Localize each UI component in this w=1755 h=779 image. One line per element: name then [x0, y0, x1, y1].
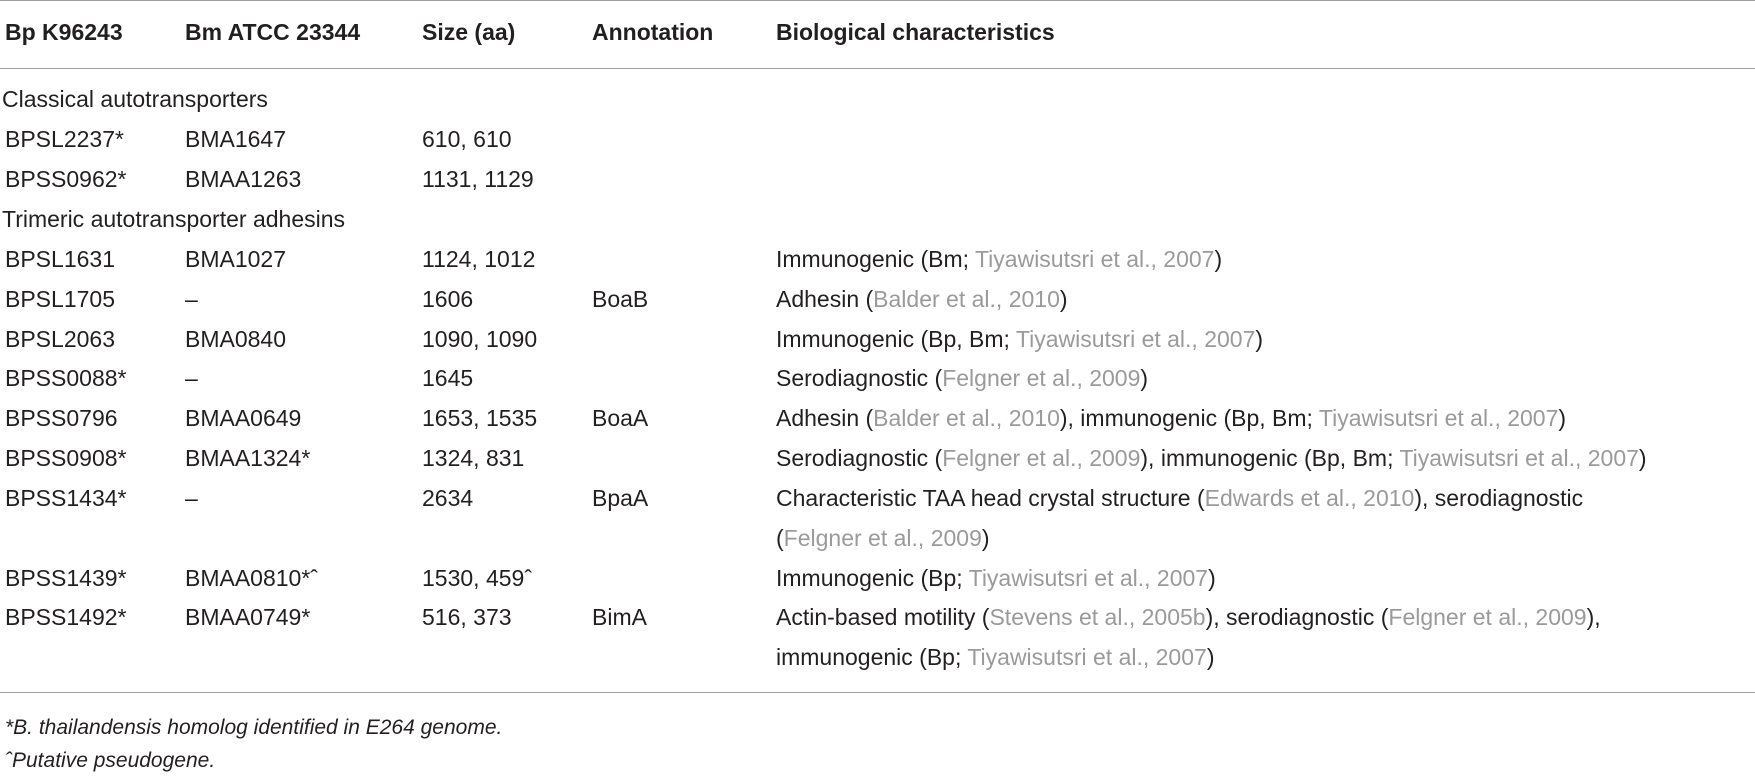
- cell-bm: BMAA1324*: [185, 445, 311, 471]
- cell-ann: BoaA: [592, 405, 649, 431]
- bio-text: Actin-based motility (: [776, 604, 990, 630]
- cell-size: 1653, 1535: [422, 405, 538, 431]
- cell-bm: BMA0840: [185, 326, 287, 352]
- bio-text: ): [1206, 644, 1215, 670]
- citation-link[interactable]: Felgner et al., 2009: [783, 525, 982, 551]
- citation-link[interactable]: Stevens et al., 2005b: [989, 604, 1206, 630]
- cell-bp: BPSS1434*: [5, 485, 127, 511]
- cell-size: 1090, 1090: [422, 326, 538, 352]
- cell-bp: BPSS0796: [5, 405, 118, 431]
- bio-text: ): [1208, 565, 1216, 591]
- cell-size: 1606: [422, 286, 474, 312]
- cell-bio-line: [776, 358, 1148, 398]
- citation-link[interactable]: Felgner et al., 2009: [1388, 604, 1587, 630]
- citation-link[interactable]: Tiyawisutsri et al., 2007: [1318, 405, 1559, 431]
- cell-bio-line: [776, 478, 1583, 518]
- bio-text: Adhesin (: [776, 286, 874, 312]
- bio-text: ): [1638, 445, 1647, 471]
- bio-text: (: [776, 525, 784, 551]
- cell-bp: BPSL2237*: [5, 126, 124, 152]
- cell-bio-line: [776, 597, 1601, 637]
- cell-size: 1645: [422, 365, 474, 391]
- cell-bm: BMA1027: [185, 246, 287, 272]
- bio-text: Characteristic TAA head crystal structure (: [776, 485, 1205, 511]
- bio-text: Immunogenic (Bm;: [776, 246, 975, 272]
- citation-link[interactable]: Tiyawisutsri et al., 2007: [1015, 326, 1256, 352]
- header-bm: Bm ATCC 23344: [185, 19, 361, 45]
- section-trimeric-autotransporter-adhesins: Trimeric autotransporter adhesins: [2, 206, 346, 232]
- cell-bp: BPSL1631: [5, 246, 115, 272]
- bio-text: Immunogenic (Bp, Bm;: [776, 326, 1016, 352]
- bio-text: Serodiagnostic (: [776, 365, 943, 391]
- bottom-rule: [0, 692, 1755, 693]
- cell-bio-line: [776, 637, 1214, 677]
- citation-link[interactable]: Tiyawisutsri et al., 2007: [1399, 445, 1639, 471]
- cell-bp: BPSS0962*: [5, 166, 127, 192]
- bio-text: ): [1214, 246, 1223, 272]
- citation-link[interactable]: Balder et al., 2010: [873, 405, 1060, 431]
- cell-bp: BPSS1439*: [5, 565, 127, 591]
- cell-bm: BMAA0749*: [185, 604, 311, 630]
- cell-bp: BPSS0088*: [5, 365, 127, 391]
- bio-text: ): [1255, 326, 1264, 352]
- bio-text: ): [1140, 365, 1149, 391]
- bio-text: immunogenic (Bp;: [776, 644, 968, 670]
- citation-link[interactable]: Felgner et al., 2009: [942, 365, 1141, 391]
- cell-size: 1324, 831: [422, 445, 525, 471]
- section-classical-autotransporters: Classical autotransporters: [2, 86, 268, 112]
- footnote-caret: ˆPutative pseudogene.: [5, 749, 216, 772]
- header-biological-characteristics: Biological characteristics: [776, 19, 1055, 45]
- cell-bm: BMAA1263: [185, 166, 302, 192]
- cell-bio-line: [776, 239, 1222, 279]
- cell-bm: BMAA0810*ˆ: [185, 565, 318, 591]
- cell-bm: –: [185, 485, 198, 511]
- cell-bio-line: [776, 558, 1216, 598]
- cell-bm: BMA1647: [185, 126, 287, 152]
- citation-link[interactable]: Balder et al., 2010: [873, 286, 1060, 312]
- citation-link[interactable]: Tiyawisutsri et al., 2007: [967, 644, 1207, 670]
- cell-size: 1124, 1012: [422, 246, 536, 272]
- header-rule: [0, 68, 1755, 69]
- bio-text: ): [1558, 405, 1567, 431]
- bio-text: ): [981, 525, 990, 551]
- cell-size: 1131, 1129: [422, 166, 534, 192]
- cell-bp: BPSL2063: [5, 326, 115, 352]
- bio-text: Serodiagnostic (: [776, 445, 943, 471]
- header-size: Size (aa): [422, 19, 516, 45]
- cell-size: 610, 610: [422, 126, 512, 152]
- bio-text: Immunogenic (Bp;: [776, 565, 969, 591]
- bio-text: ),: [1586, 604, 1601, 630]
- cell-bp: BPSS0908*: [5, 445, 127, 471]
- cell-bio-line: [776, 518, 990, 558]
- citation-link[interactable]: Edwards et al., 2010: [1204, 485, 1415, 511]
- top-rule: [0, 0, 1755, 1]
- cell-size: 1530, 459ˆ: [422, 565, 532, 591]
- bio-text: ), serodiagnostic: [1414, 485, 1584, 511]
- cell-ann: BimA: [592, 604, 647, 630]
- header-annotation: Annotation: [592, 19, 714, 45]
- cell-bio-line: [776, 319, 1263, 359]
- cell-bio-line: [776, 438, 1647, 478]
- cell-ann: BpaA: [592, 485, 649, 511]
- bio-text: ), serodiagnostic (: [1205, 604, 1389, 630]
- citation-link[interactable]: Felgner et al., 2009: [942, 445, 1141, 471]
- bio-text: ), immunogenic (Bp, Bm;: [1140, 445, 1400, 471]
- footnote-asterisk: *B. thailandensis homolog identified in E264 genome.: [5, 716, 503, 739]
- cell-bm: –: [185, 286, 198, 312]
- citation-link[interactable]: Tiyawisutsri et al., 2007: [974, 246, 1215, 272]
- cell-size: 516, 373: [422, 604, 512, 630]
- citation-link[interactable]: Tiyawisutsri et al., 2007: [968, 565, 1209, 591]
- bio-text: ): [1059, 286, 1068, 312]
- cell-bp: BPSS1492*: [5, 604, 127, 630]
- bio-text: Adhesin (: [776, 405, 874, 431]
- bio-text: ), immunogenic (Bp, Bm;: [1059, 405, 1319, 431]
- cell-bio-line: [776, 398, 1566, 438]
- header-bp: Bp K96243: [5, 19, 123, 45]
- cell-bm: BMAA0649: [185, 405, 302, 431]
- cell-bm: –: [185, 365, 198, 391]
- cell-size: 2634: [422, 485, 474, 511]
- cell-ann: BoaB: [592, 286, 649, 312]
- cell-bp: BPSL1705: [5, 286, 115, 312]
- cell-bio-line: [776, 279, 1068, 319]
